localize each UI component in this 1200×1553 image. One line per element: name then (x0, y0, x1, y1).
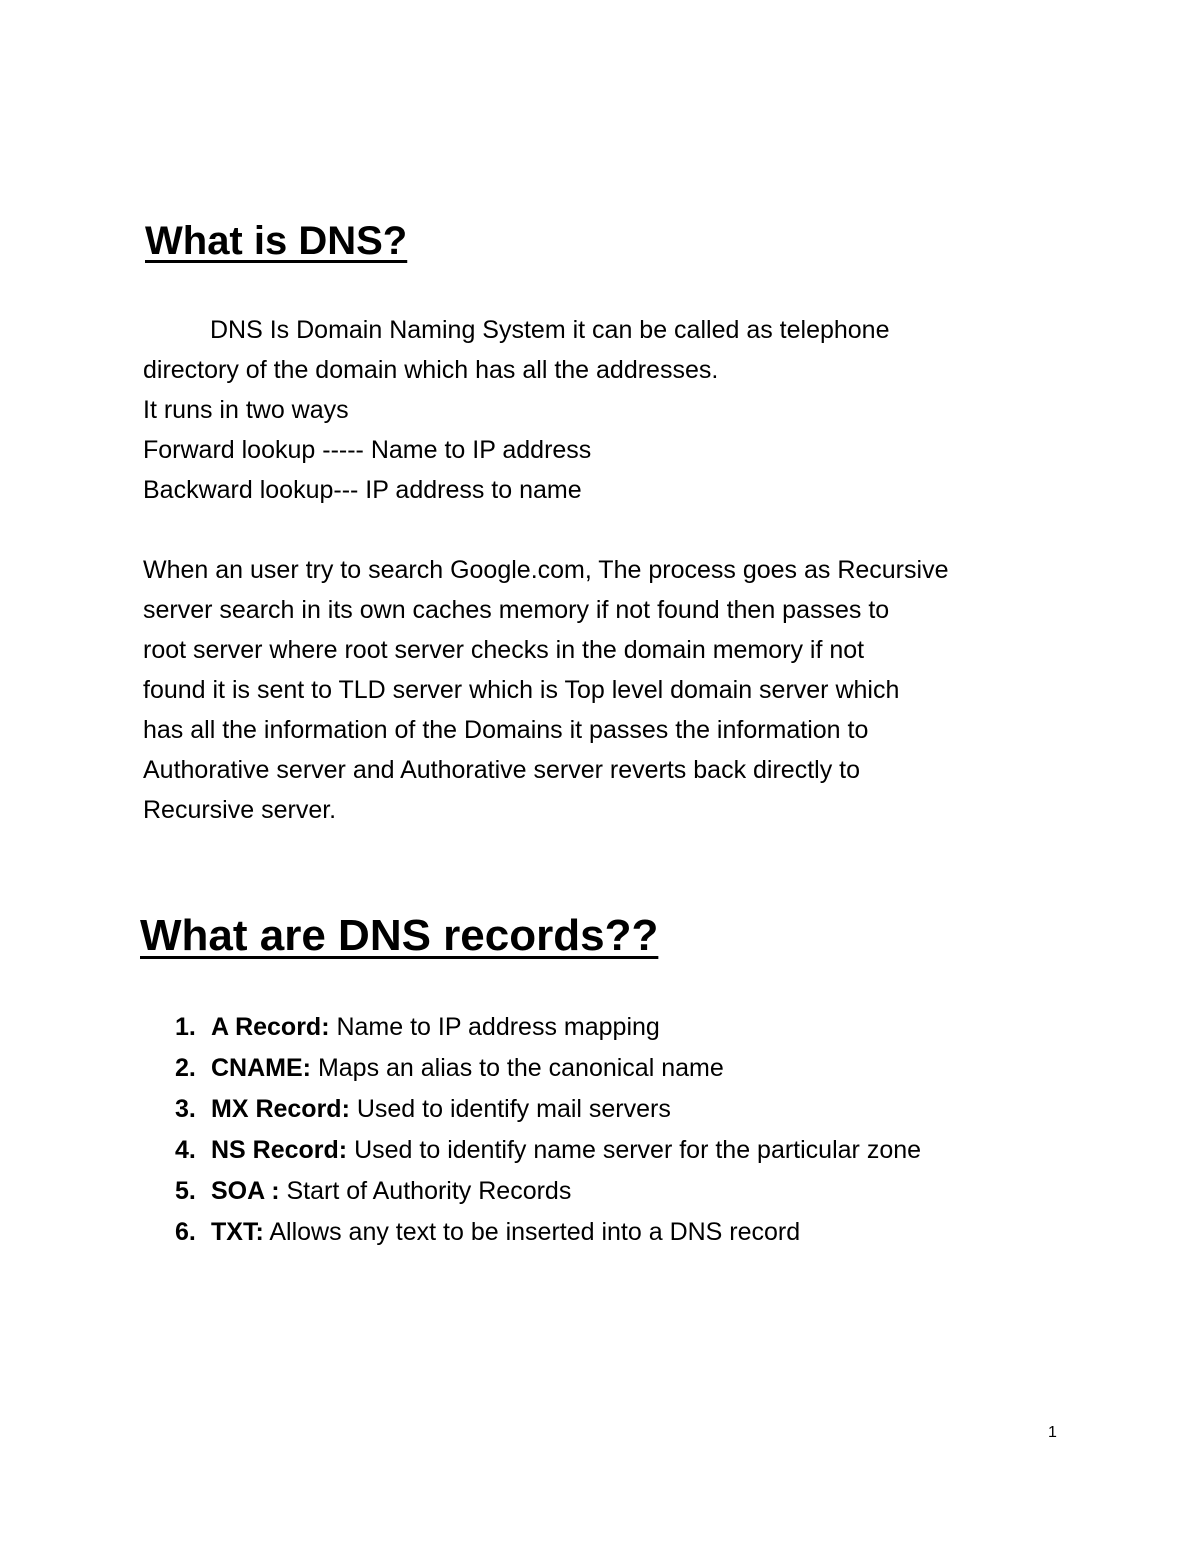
list-item (175, 1171, 921, 1212)
dns-records-list (175, 1007, 921, 1253)
text-line: found it is sent to TLD server which is Top level domain server which (143, 676, 900, 704)
text-line: Recursive server. (143, 796, 337, 824)
dns-intro-paragraph (143, 310, 1073, 510)
text-line: When an user try to search Google.com, The process goes as Recursive (143, 556, 949, 584)
page-number: 1 (1048, 1424, 1057, 1441)
record-term: A Record: (211, 1013, 330, 1041)
list-item (175, 1048, 921, 1089)
record-term: SOA : (211, 1177, 280, 1205)
record-description: Maps an alias to the canonical name (311, 1054, 724, 1082)
list-number: 3. (175, 1095, 196, 1123)
text-line: server search in its own caches memory if not found then passes to (143, 596, 890, 624)
section-heading-what-is-dns: What is DNS? (145, 219, 408, 263)
list-number: 2. (175, 1054, 196, 1082)
text-line: It runs in two ways (143, 396, 349, 424)
dns-process-paragraph (143, 550, 1073, 830)
record-description: Name to IP address mapping (329, 1013, 660, 1041)
list-number: 6. (175, 1218, 196, 1246)
text-line: Authorative server and Authorative server reverts back directly to (143, 756, 860, 784)
record-description: Used to identify name server for the particular zone (347, 1136, 922, 1164)
list-item (175, 1007, 921, 1048)
text-line: has all the information of the Domains it passes the information to (143, 716, 869, 744)
record-term: MX Record: (211, 1095, 350, 1123)
record-description: Used to identify mail servers (349, 1095, 671, 1123)
text-line: Forward lookup ----- Name to IP address (143, 436, 592, 464)
text-line: Backward lookup--- IP address to name (143, 476, 582, 504)
list-number: 1. (175, 1013, 196, 1041)
record-term: TXT: (211, 1218, 264, 1246)
record-description: Start of Authority Records (279, 1177, 572, 1205)
text-line: directory of the domain which has all the addresses. (143, 356, 719, 384)
record-term: NS Record: (211, 1136, 348, 1164)
record-description: Allows any text to be inserted into a DNS record (263, 1218, 801, 1246)
text-line: root server where root server checks in the domain memory if not (143, 636, 865, 664)
text-line: DNS Is Domain Naming System it can be called as telephone (210, 316, 890, 344)
list-number: 4. (175, 1136, 196, 1164)
record-term: CNAME: (211, 1054, 311, 1082)
list-item (175, 1089, 921, 1130)
list-item (175, 1130, 921, 1171)
list-number: 5. (175, 1177, 196, 1205)
section-heading-dns-records: What are DNS records?? (140, 911, 659, 960)
list-item (175, 1212, 921, 1253)
